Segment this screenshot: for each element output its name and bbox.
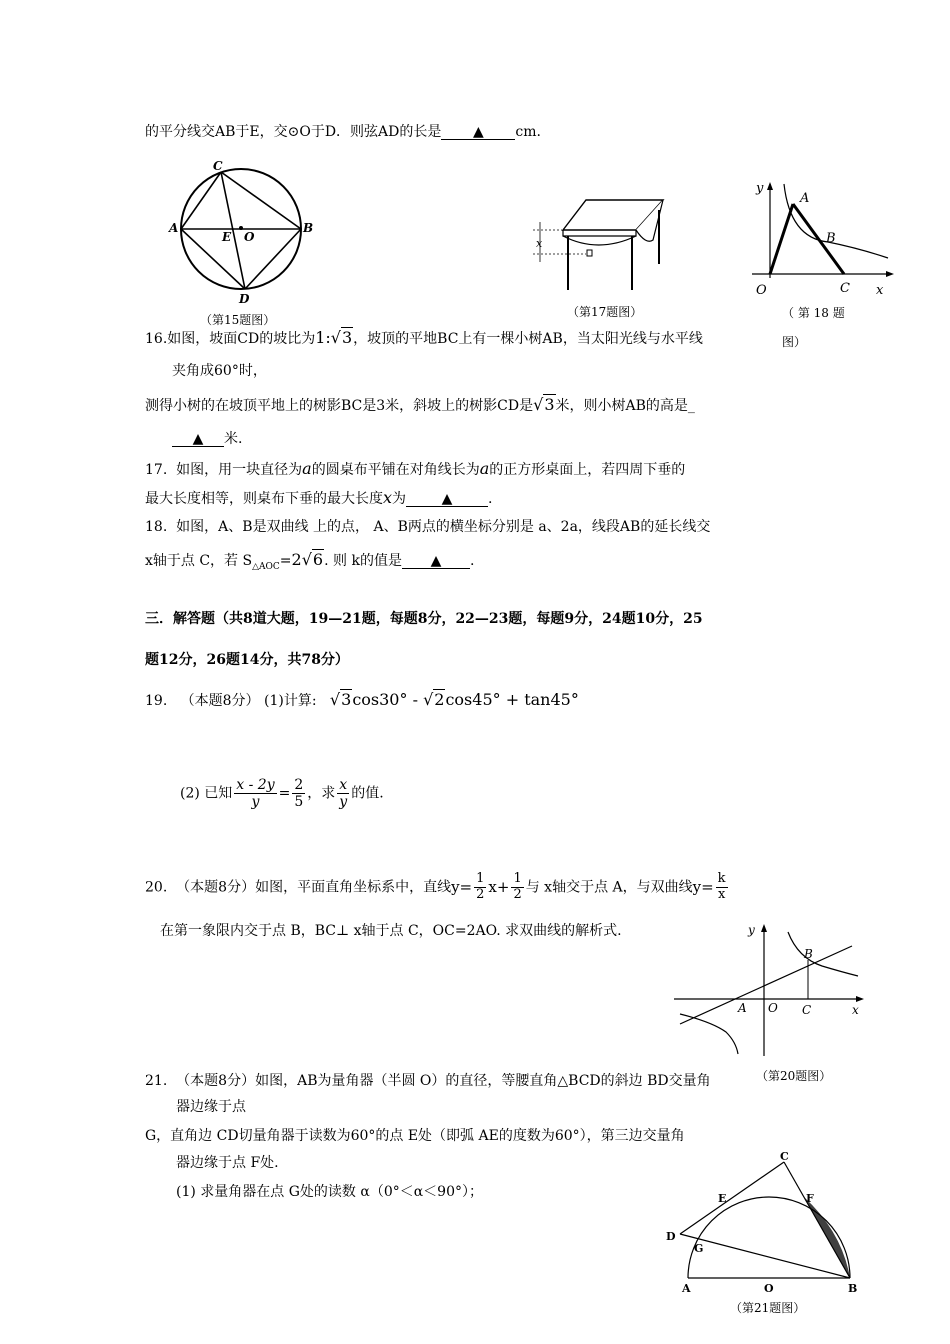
fig15-chord-cb (221, 172, 301, 229)
fig18-segment-ac (793, 204, 844, 274)
fig20-x-arrow (856, 996, 864, 1002)
fig15-chord-ac (181, 172, 221, 229)
fig21-side-cd (680, 1162, 784, 1234)
fig20-line (680, 946, 852, 1024)
q19-fraction-3: $\frac{x}{y}$ (339, 777, 348, 811)
fig20-label-b: B (804, 947, 813, 961)
q20-line-2: 在第一象限内交于点 B，BC⊥ x轴于点 C，OC=2AO. 求双曲线的解析式. (160, 923, 622, 939)
fig15-label-b: B (303, 221, 314, 235)
fig17-cloth-front (563, 236, 636, 245)
q19-number: 19. (145, 693, 168, 709)
fig15-chord-ad (181, 229, 245, 289)
q17-number: 17. (145, 462, 168, 478)
fig18-x-arrow (886, 271, 894, 277)
fig20-caption: （第20题图） (756, 1069, 832, 1083)
q19-part1: 19. （本题8分） (1)计算: √3cos30° - √2cos45° + tan45° (145, 690, 579, 709)
fig20-label-o: O (768, 1001, 778, 1015)
fig18-label-o: O (756, 283, 767, 298)
fig17-table-edge (563, 230, 636, 236)
figure-15 (165, 158, 325, 308)
fig21-label-a: A (682, 1282, 691, 1295)
q19-fraction-1: $\frac{x - 2y}{y}$ (236, 777, 275, 811)
fig17-leg-4 (587, 250, 592, 256)
q18-line-1: 18. 如图，A、B是双曲线 上的点， A、B两点的横坐标分别是 a、2a，线段AB的延长线交 (145, 519, 711, 535)
section3-heading-line2: 题12分，26题14分，共78分） (145, 652, 349, 668)
q17-line-1: 17. 如图，用一块直径为a的圆桌布平铺在对角线长为a的正方形桌面上，若四周下垂的 (145, 459, 686, 478)
q16-answer-blank[interactable]: ▲ (172, 432, 224, 447)
fig21-label-d: D (666, 1230, 676, 1243)
figure-20 (672, 918, 868, 1058)
q16-number: 16. (145, 331, 168, 347)
q15-text-line (145, 125, 541, 140)
fig21-label-b: B (848, 1282, 858, 1295)
fig15-center-dot (239, 226, 243, 230)
fig17-label-x: x (536, 237, 543, 250)
q16-line-4: ▲ 米. (172, 432, 242, 447)
fig15-label-a: A (169, 221, 179, 235)
fig20-hyperbola-q1 (788, 932, 858, 976)
fig17-caption: （第17题图） (567, 305, 643, 319)
fig18-caption-a: （ 第 18 题 (782, 306, 845, 320)
q20-number: 20. (145, 879, 168, 896)
fig18-y-arrow (767, 182, 773, 190)
fig21-label-e: E (718, 1192, 727, 1205)
q16-line-2: 夹角成60°时， (172, 363, 267, 379)
q16-line-1: 16.如图，坡面CD的坡比为1:√3，坡顶的平地BC上有一棵小树AB，当太阳光线与水平线 (145, 328, 703, 347)
fig18-segment-oa (770, 204, 793, 274)
q20-fraction-k-over-x: $\frac{k}{x}$ (717, 871, 726, 902)
figure-18 (748, 178, 898, 298)
figure-17 (528, 190, 668, 300)
fig20-label-a: A (738, 1001, 747, 1015)
fig18-label-c: C (840, 281, 850, 296)
q21-line-2: G，直角边 CD切量角器于读数为60°的点 E处（即弧 AE的度数为60°），第三边交量角 (145, 1128, 685, 1144)
section3-heading-line1: 三．解答题（共8道大题，19—21题，每题8分，22—23题，每题9分，24题10分，25 (145, 611, 703, 627)
figure-21 (660, 1152, 860, 1300)
fig15-label-o: O (244, 230, 255, 244)
fig15-label-e: E (222, 230, 232, 244)
fig21-label-g: G (694, 1242, 704, 1255)
q15-text: 的平分线交AB于E，交⊙O于D．则弦AD的长是 (145, 124, 442, 140)
q21-line-2b: 器边缘于点 F处. (176, 1155, 279, 1171)
fig20-label-y: y (748, 923, 755, 937)
q21-question-1: (1) 求量角器在点 G处的读数 α（0°＜α＜90°）； (176, 1184, 483, 1200)
q18-line-2: x轴于点 C，若 $S_{\triangle AOC}=2√6$. 则 k的值是 ▲ . (145, 550, 475, 572)
fig18-label-a: A (800, 191, 810, 206)
fig18-label-y: y (756, 181, 764, 196)
q16-line-3: 测得小树的在坡顶平地上的树影BC是3米，斜坡上的树影CD是√3米，则小树AB的高是_ (145, 395, 695, 414)
q17-answer-blank[interactable]: ▲ (406, 492, 488, 507)
q20-line-1: 20. （本题8分）如图，平面直角坐标系中，直线y= $\frac{1}{2}$ x+ $\frac{1}{2}$ 与 x轴交于点 A，与双曲线y= $\frac{k}{x}$ (145, 871, 726, 902)
fig18-label-b: B (826, 231, 836, 246)
fig15-caption: （第15题图） (200, 313, 276, 327)
q20-fraction-half-1: $\frac{1}{2}$ (476, 871, 485, 902)
fig21-semicircle (688, 1197, 850, 1278)
q18-answer-blank[interactable]: ▲ (402, 554, 470, 569)
fig21-caption: （第21题图） (730, 1301, 806, 1315)
q17-line-2: 最大长度相等，则桌布下垂的最大长度x为 ▲ . (145, 488, 493, 507)
fig15-label-c: C (213, 159, 223, 173)
fig21-label-f: F (806, 1192, 814, 1205)
fig18-label-x: x (876, 283, 884, 298)
fig21-label-o: O (764, 1282, 774, 1295)
q21-number: 21. (145, 1073, 168, 1089)
fig21-label-c: C (780, 1152, 789, 1163)
fig18-caption-b: 图） (782, 335, 807, 349)
q21-line-1b: 器边缘于点 (176, 1099, 246, 1115)
q19-part2: (2) 已知 $\frac{x - 2y}{y}$ = $\frac{2}{5}$ ，求 $\frac{x}{y}$ 的值. (180, 777, 384, 811)
fig20-y-arrow (761, 924, 767, 932)
q21-line-1: 21. （本题8分）如图，AB为量角器（半圆 O）的直径，等腰直角△BCD的斜边 BD交量角 (145, 1073, 711, 1089)
q15-answer-blank[interactable]: ▲ (441, 125, 515, 140)
q18-number: 18. (145, 519, 168, 535)
fig15-label-d: D (239, 292, 250, 306)
fig21-hypotenuse-bd (680, 1234, 850, 1278)
fig20-label-c: C (802, 1003, 812, 1017)
fig20-label-x: x (852, 1003, 859, 1017)
q15-unit: cm. (515, 124, 541, 140)
fig21-side-cb (784, 1162, 850, 1278)
q19-fraction-2: $\frac{2}{5}$ (294, 777, 304, 811)
q20-fraction-half-2: $\frac{1}{2}$ (513, 871, 522, 902)
